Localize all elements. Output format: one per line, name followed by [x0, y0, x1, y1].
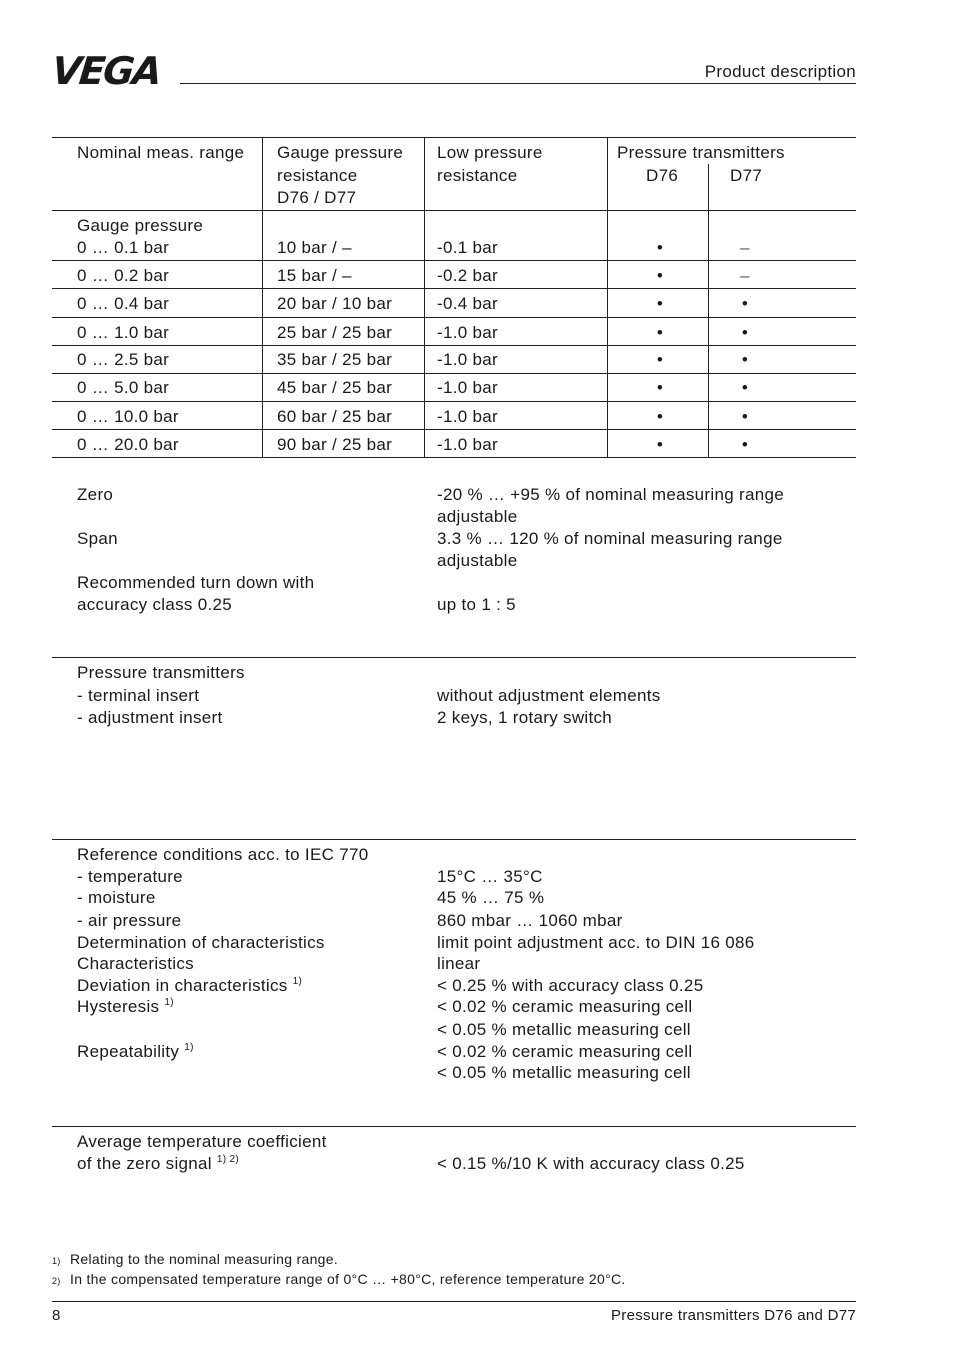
- header-d76: D76: [646, 166, 679, 185]
- table-rule: [52, 429, 856, 430]
- cell-range: 0 … 10.0 bar: [77, 407, 179, 426]
- cell-range: 0 … 0.2 bar: [77, 266, 170, 285]
- cell-d76: •: [656, 350, 664, 369]
- cell-d77: •: [741, 407, 749, 426]
- page-number: 8: [52, 1307, 61, 1324]
- hysteresis-label-text: Hysteresis: [77, 997, 160, 1016]
- cell-d77: •: [741, 378, 749, 397]
- temperature-value: 15°C … 35°C: [437, 867, 543, 886]
- terminal-insert-value: without adjustment elements: [437, 686, 661, 705]
- hysteresis-label: [77, 996, 174, 1018]
- header-gauge-line3: D76 / D77: [277, 188, 357, 207]
- table-col-rule: [424, 137, 425, 458]
- cell-d77: •: [741, 294, 749, 313]
- table-col-rule: [262, 137, 263, 458]
- cell-d77: •: [741, 323, 749, 342]
- zero-value-line1: -20 % … +95 % of nominal measuring range: [437, 485, 784, 504]
- moisture-label: - moisture: [77, 888, 156, 907]
- determination-value: limit point adjustment acc. to DIN 16 086: [437, 933, 755, 952]
- cell-gauge: 60 bar / 25 bar: [277, 407, 393, 426]
- cell-d77: –: [740, 266, 750, 285]
- section-rule: [52, 657, 856, 658]
- adjustment-insert-label: - adjustment insert: [77, 708, 223, 727]
- air-pressure-label: - air pressure: [77, 911, 182, 930]
- repeatability-label-text: Repeatability: [77, 1042, 180, 1061]
- cell-low: -1.0 bar: [437, 323, 498, 342]
- hysteresis-value-metallic: < 0.05 % metallic measuring cell: [437, 1020, 691, 1039]
- cell-gauge: 20 bar / 10 bar: [277, 294, 393, 313]
- footer-rule: [52, 1301, 856, 1302]
- characteristics-value: linear: [437, 954, 481, 973]
- cell-d76: •: [656, 294, 664, 313]
- section-rule: [52, 839, 856, 840]
- cell-d76: •: [656, 435, 664, 454]
- terminal-insert-label: - terminal insert: [77, 686, 200, 705]
- vega-logo: VEGA: [49, 49, 163, 93]
- transmitters-title: Pressure transmitters: [77, 663, 245, 682]
- determination-label: Determination of characteristics: [77, 933, 325, 952]
- header-transmitters: Pressure transmitters: [617, 143, 785, 162]
- cell-low: -1.0 bar: [437, 350, 498, 369]
- footnote-ref: 1): [292, 976, 303, 987]
- cell-gauge: 15 bar / –: [277, 266, 352, 285]
- zero-label: Zero: [77, 485, 114, 504]
- table-rule: [52, 345, 856, 346]
- cell-gauge: 90 bar / 25 bar: [277, 435, 393, 454]
- header-low-line1: Low pressure: [437, 143, 543, 162]
- table-col-rule: [708, 164, 709, 458]
- air-pressure-value: 860 mbar … 1060 mbar: [437, 911, 623, 930]
- cell-low: -0.1 bar: [437, 238, 498, 257]
- footnote-text: Relating to the nominal measuring range.: [70, 1251, 339, 1267]
- characteristics-label: Characteristics: [77, 954, 194, 973]
- reference-title: Reference conditions acc. to IEC 770: [77, 845, 369, 864]
- group-label: Gauge pressure: [77, 216, 204, 235]
- header-gauge-line1: Gauge pressure: [277, 143, 404, 162]
- header-nominal-range: Nominal meas. range: [77, 143, 245, 162]
- footnote-mark: 2): [52, 1276, 61, 1286]
- cell-d76: •: [656, 407, 664, 426]
- cell-low: -1.0 bar: [437, 378, 498, 397]
- cell-d77: •: [741, 435, 749, 454]
- table-rule: [52, 317, 856, 318]
- tc-label-line2: [77, 1153, 239, 1175]
- header-gauge-line2: resistance: [277, 166, 358, 185]
- cell-gauge: 45 bar / 25 bar: [277, 378, 393, 397]
- footnote-ref: 1): [164, 997, 174, 1008]
- footnote-ref: 1) 2): [216, 1154, 239, 1165]
- table-rule-header: [52, 210, 856, 211]
- table-rule: [52, 373, 856, 374]
- turndown-label-line1: Recommended turn down with: [77, 573, 315, 592]
- cell-low: -0.2 bar: [437, 266, 498, 285]
- adjustment-insert-value: 2 keys, 1 rotary switch: [437, 708, 613, 727]
- span-value-line1: 3.3 % … 120 % of nominal measuring range: [437, 529, 783, 548]
- table-rule: [52, 260, 856, 261]
- header-low-line2: resistance: [437, 166, 518, 185]
- cell-d76: •: [656, 238, 664, 257]
- footer-doc-title: Pressure transmitters D76 and D77: [611, 1307, 856, 1324]
- header-rule: [180, 83, 856, 84]
- footnote-mark: 1): [52, 1256, 61, 1266]
- section-rule: [52, 1126, 856, 1127]
- cell-range: 0 … 5.0 bar: [77, 378, 170, 397]
- deviation-label: [77, 975, 302, 997]
- span-label: Span: [77, 529, 118, 548]
- section-title: Product description: [704, 62, 856, 81]
- cell-gauge: 35 bar / 25 bar: [277, 350, 393, 369]
- table-rule: [52, 288, 856, 289]
- table-rule: [52, 401, 856, 402]
- footnote-text: In the compensated temperature range of 0°C … +80°C, reference temperature 20°C.: [70, 1271, 626, 1287]
- table-rule-bottom: [52, 457, 856, 458]
- cell-d76: •: [656, 323, 664, 342]
- hysteresis-value-ceramic: < 0.02 % ceramic measuring cell: [437, 997, 693, 1016]
- cell-range: 0 … 20.0 bar: [77, 435, 179, 454]
- temperature-label: - temperature: [77, 867, 183, 886]
- repeatability-value-metallic: < 0.05 % metallic measuring cell: [437, 1063, 691, 1082]
- turndown-label-line2: accuracy class 0.25: [77, 595, 232, 614]
- cell-range: 0 … 0.4 bar: [77, 294, 170, 313]
- cell-d77: •: [741, 350, 749, 369]
- cell-gauge: 25 bar / 25 bar: [277, 323, 393, 342]
- cell-range: 0 … 0.1 bar: [77, 238, 170, 257]
- zero-value-line2: adjustable: [437, 507, 518, 526]
- moisture-value: 45 % … 75 %: [437, 888, 545, 907]
- cell-d76: •: [656, 378, 664, 397]
- deviation-value: < 0.25 % with accuracy class 0.25: [437, 976, 704, 995]
- cell-gauge: 10 bar / –: [277, 238, 352, 257]
- header-d77: D77: [730, 166, 763, 185]
- deviation-label-text: Deviation in characteristics: [77, 976, 288, 995]
- cell-range: 0 … 1.0 bar: [77, 323, 170, 342]
- cell-low: -0.4 bar: [437, 294, 498, 313]
- repeatability-label: [77, 1041, 194, 1063]
- tc-value: < 0.15 %/10 K with accuracy class 0.25: [437, 1154, 745, 1173]
- span-value-line2: adjustable: [437, 551, 518, 570]
- cell-low: -1.0 bar: [437, 407, 498, 426]
- tc-label-line1: Average temperature coefficient: [77, 1132, 327, 1151]
- cell-range: 0 … 2.5 bar: [77, 350, 170, 369]
- tc-label-text: of the zero signal: [77, 1154, 212, 1173]
- table-col-rule: [607, 137, 608, 458]
- repeatability-value-ceramic: < 0.02 % ceramic measuring cell: [437, 1042, 693, 1061]
- table-rule-top: [52, 137, 856, 138]
- cell-d77: –: [740, 238, 750, 257]
- cell-low: -1.0 bar: [437, 435, 498, 454]
- cell-d76: •: [656, 266, 664, 285]
- footnote-ref: 1): [184, 1042, 194, 1053]
- turndown-value: up to 1 : 5: [437, 595, 516, 614]
